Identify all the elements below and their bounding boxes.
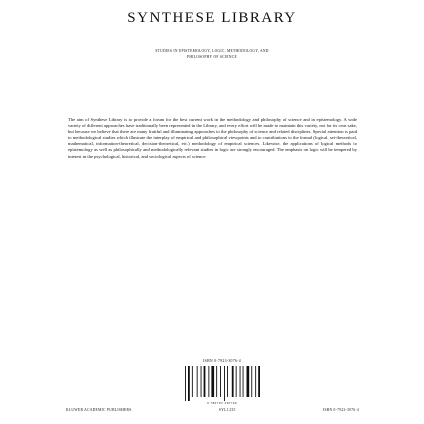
barcode-bar <box>220 366 221 397</box>
barcode-bar <box>192 366 193 397</box>
barcode-bar <box>236 366 237 397</box>
series-title: SYNTHESE LIBRARY <box>127 10 297 26</box>
footer-row <box>66 408 359 412</box>
barcode-bar <box>240 366 241 397</box>
barcode-bar <box>243 366 244 397</box>
barcode-bar <box>247 366 250 397</box>
isbn-short: ISBN 0-7923-3076-4 <box>322 408 359 412</box>
barcode-digits: 9 780792 330769 <box>207 401 237 405</box>
barcode-image <box>184 366 260 401</box>
barcode-bar <box>201 366 202 397</box>
barcode-bar <box>224 366 225 401</box>
barcode-bar <box>216 366 217 397</box>
barcode-bar <box>227 366 228 397</box>
publisher-name: KLUWER ACADEMIC PUBLISHERS <box>66 408 132 412</box>
series-subtitle <box>60 48 364 60</box>
barcode-bar <box>258 366 260 397</box>
series-code: SYLI 235 <box>218 408 236 412</box>
subtitle-line-2: PHILOSOPHY OF SCIENCE <box>187 55 237 59</box>
subtitle-line-1: STUDIES IN EPISTEMOLOGY, LOGIC, METHODOLOGY, AND <box>155 49 269 53</box>
barcode-bar <box>255 366 256 397</box>
barcode-bar <box>185 366 186 401</box>
barcode-bar <box>197 366 198 397</box>
barcode-bar <box>188 366 190 401</box>
barcode-bar <box>204 366 206 397</box>
barcode-bar <box>232 366 234 397</box>
isbn-label: ISBN 0-7923-3076-4 <box>203 359 241 363</box>
barcode-bar <box>251 366 252 397</box>
barcode-bar <box>208 366 209 397</box>
barcode-bar <box>211 366 214 397</box>
series-description: The aim of Synthese Library is to provide a forum for the best current work in the methodology and philosophy of science and in epistemology. A wide variety of different approaches have traditionally been represented in the Library, and every effort will be made to maintain this variety, not for its own sake, but because we believe that there are many fruitful and illuminating approaches to the philosophy of science and related disciplines. Special attention is paid to methodological studies which illustrate the interplay of empirical and philosophical viewpoints and to contributions to the formal (logical, set-theoretical, mathematical, information-theoretical, decision-theoretical, etc.) methodology of empirical sciences. Likewise, the applications of logical methods to epistemology as well as philosophically and methodologically relevant studies in logic are strongly encouraged. The emphasis on logic will be tempered by interest in the psychological, historical, and sociological aspects of science. <box>68 117 357 159</box>
